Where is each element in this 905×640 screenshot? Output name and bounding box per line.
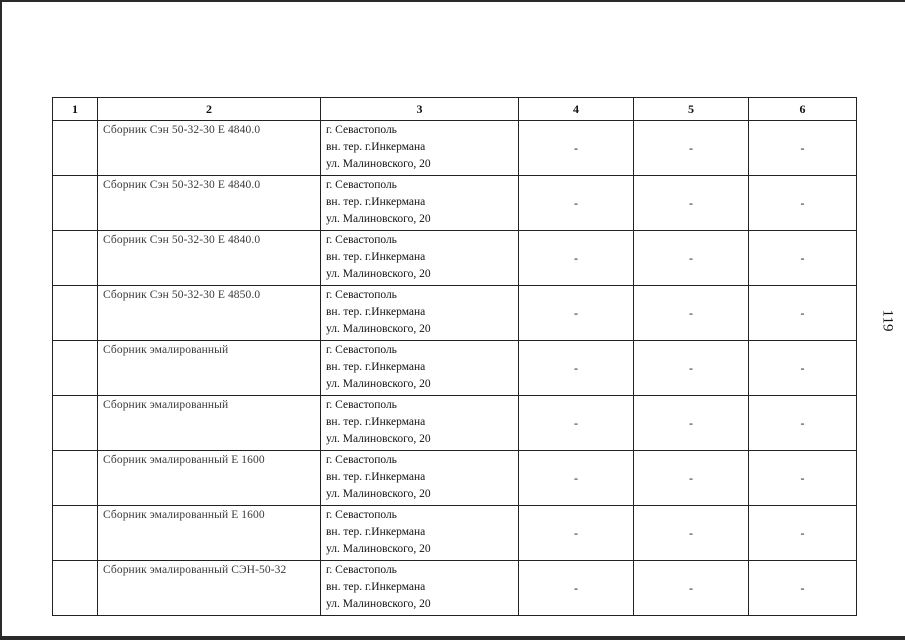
table-row (53, 341, 857, 396)
address-line: г. Севастополь (326, 344, 397, 356)
equipment-table (52, 97, 857, 616)
address-cell (321, 341, 519, 396)
table-row (53, 561, 857, 616)
column-6-cell: - (749, 121, 857, 176)
page-number: 119 (879, 309, 896, 332)
column-6-cell: - (749, 231, 857, 286)
address-line: вн. тер. г.Инкермана (326, 251, 426, 263)
equipment-name-cell: Сборник Сэн 50-32-30 Е 4840.0 (98, 176, 321, 231)
column-4-cell: - (519, 121, 634, 176)
column-5-cell: - (634, 341, 749, 396)
column-4-cell: - (519, 286, 634, 341)
address-line: вн. тер. г.Инкермана (326, 416, 426, 428)
address-cell (321, 286, 519, 341)
address-line: вн. тер. г.Инкермана (326, 581, 426, 593)
row-number-cell (53, 451, 98, 506)
column-4-cell: - (519, 506, 634, 561)
address-line: вн. тер. г.Инкермана (326, 196, 426, 208)
address-line: г. Севастополь (326, 454, 397, 466)
table-row (53, 396, 857, 451)
address-line: г. Севастополь (326, 509, 397, 521)
table-body (53, 121, 857, 616)
column-6-cell: - (749, 561, 857, 616)
address-line: г. Севастополь (326, 124, 397, 136)
table-row (53, 506, 857, 561)
column-4-cell: - (519, 176, 634, 231)
column-5-cell: - (634, 396, 749, 451)
column-5-cell: - (634, 506, 749, 561)
address-line: ул. Малиновского, 20 (326, 488, 431, 500)
address-cell (321, 231, 519, 286)
row-number-cell (53, 396, 98, 451)
column-6-cell: - (749, 451, 857, 506)
address-line: ул. Малиновского, 20 (326, 158, 431, 170)
table-row (53, 176, 857, 231)
column-4-cell: - (519, 231, 634, 286)
column-header-2: 2 (98, 98, 321, 121)
column-5-cell: - (634, 231, 749, 286)
column-5-cell: - (634, 561, 749, 616)
scan-edge-left (0, 0, 2, 640)
address-line: ул. Малиновского, 20 (326, 433, 431, 445)
column-header-3: 3 (321, 98, 519, 121)
column-5-cell: - (634, 286, 749, 341)
column-5-cell: - (634, 451, 749, 506)
column-6-cell: - (749, 176, 857, 231)
address-cell (321, 121, 519, 176)
equipment-name-cell: Сборник Сэн 50-32-30 Е 4850.0 (98, 286, 321, 341)
column-5-cell: - (634, 176, 749, 231)
column-6-cell: - (749, 286, 857, 341)
address-line: ул. Малиновского, 20 (326, 598, 431, 610)
address-cell (321, 396, 519, 451)
equipment-name-cell: Сборник эмалированный СЭН-50-32 (98, 561, 321, 616)
row-number-cell (53, 506, 98, 561)
address-line: г. Севастополь (326, 234, 397, 246)
address-line: ул. Малиновского, 20 (326, 323, 431, 335)
address-line: вн. тер. г.Инкермана (326, 141, 426, 153)
address-line: г. Севастополь (326, 564, 397, 576)
column-header-1: 1 (53, 98, 98, 121)
table-row (53, 121, 857, 176)
row-number-cell (53, 176, 98, 231)
column-4-cell: - (519, 396, 634, 451)
address-line: г. Севастополь (326, 179, 397, 191)
equipment-name-cell: Сборник эмалированный (98, 396, 321, 451)
column-6-cell: - (749, 506, 857, 561)
address-line: ул. Малиновского, 20 (326, 213, 431, 225)
equipment-name-cell: Сборник Сэн 50-32-30 Е 4840.0 (98, 231, 321, 286)
row-number-cell (53, 341, 98, 396)
row-number-cell (53, 121, 98, 176)
address-cell (321, 506, 519, 561)
address-cell (321, 176, 519, 231)
address-cell (321, 561, 519, 616)
address-line: г. Севастополь (326, 289, 397, 301)
address-line: г. Севастополь (326, 399, 397, 411)
table-row (53, 451, 857, 506)
address-line: вн. тер. г.Инкермана (326, 526, 426, 538)
address-line: вн. тер. г.Инкермана (326, 361, 426, 373)
address-line: вн. тер. г.Инкермана (326, 471, 426, 483)
table-row (53, 231, 857, 286)
column-4-cell: - (519, 451, 634, 506)
column-header-4: 4 (519, 98, 634, 121)
equipment-name-cell: Сборник эмалированный Е 1600 (98, 451, 321, 506)
row-number-cell (53, 561, 98, 616)
column-header-5: 5 (634, 98, 749, 121)
address-line: ул. Малиновского, 20 (326, 543, 431, 555)
column-5-cell: - (634, 121, 749, 176)
address-line: вн. тер. г.Инкермана (326, 306, 426, 318)
address-cell (321, 451, 519, 506)
row-number-cell (53, 231, 98, 286)
column-header-6: 6 (749, 98, 857, 121)
scan-edge-bottom (0, 636, 905, 640)
equipment-name-cell: Сборник эмалированный Е 1600 (98, 506, 321, 561)
table-row (53, 286, 857, 341)
column-6-cell: - (749, 341, 857, 396)
equipment-name-cell: Сборник Сэн 50-32-30 Е 4840.0 (98, 121, 321, 176)
equipment-name-cell: Сборник эмалированный (98, 341, 321, 396)
address-line: ул. Малиновского, 20 (326, 378, 431, 390)
table-header-row (53, 98, 857, 121)
column-4-cell: - (519, 561, 634, 616)
scan-edge-top (0, 0, 905, 2)
column-6-cell: - (749, 396, 857, 451)
address-line: ул. Малиновского, 20 (326, 268, 431, 280)
column-4-cell: - (519, 341, 634, 396)
row-number-cell (53, 286, 98, 341)
